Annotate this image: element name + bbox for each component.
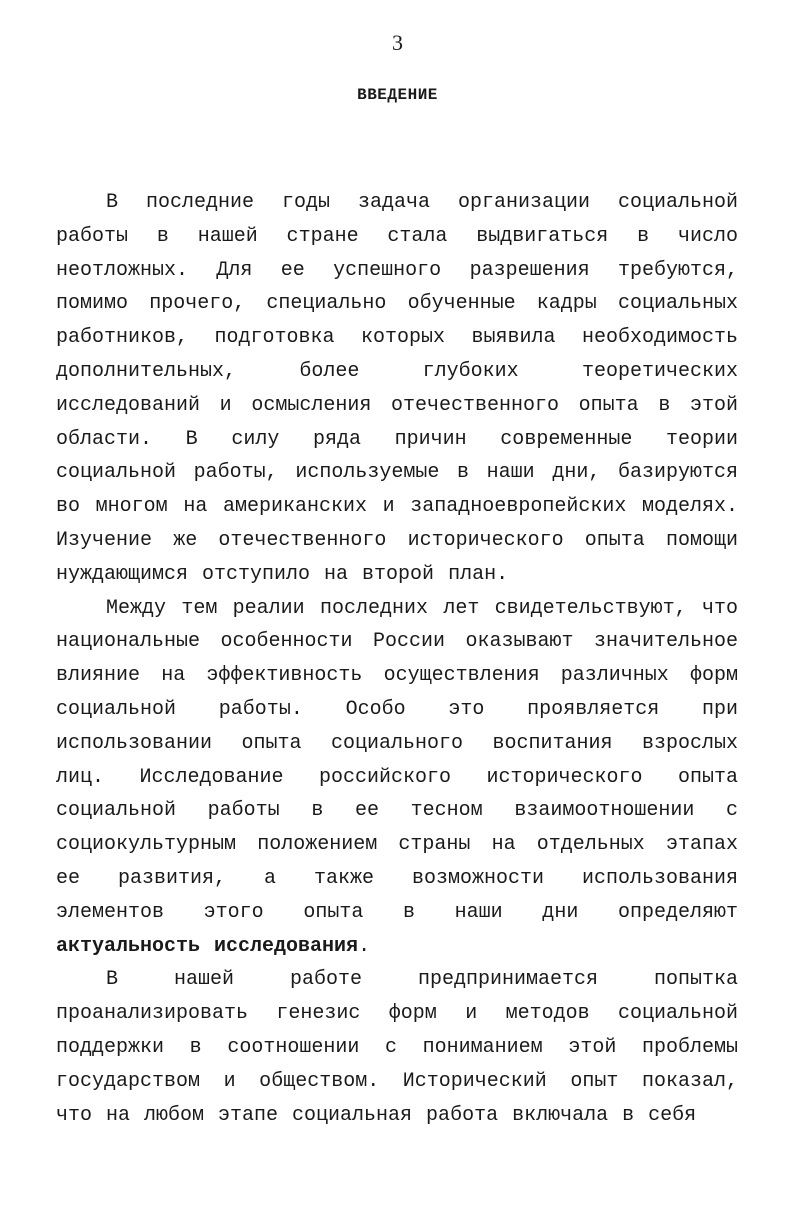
- body-text: [56, 186, 738, 1132]
- paragraph-3: В нашей работе предпринимается попытка проанализировать генезис форм и методов социальной поддержки в соотношении с пониманием этой проблемы государством и обществом. Исторический опыт показал, что на любом этапе социальная работа включала в себя: [56, 968, 738, 1127]
- paragraph-1: В последние годы задача организации социальной работы в нашей стране стала выдвигаться в число неотложных. Для ее успешного разрешения требуются, помимо прочего, специально обученные кадры социальных работников, подготовка которых выявила необходимость дополнительных, более глубоких теоретических исследований и осмысления отечественного опыта в этой области. В силу ряда причин современные теории социальной работы, используемые в наши дни, базируются во многом на американских и западноевропейских моделях. Изучение же отечественного исторического опыта помощи нуждающимся отступило на второй план.: [56, 191, 738, 586]
- paragraph-2-end: .: [358, 934, 371, 958]
- paragraph-2: [56, 592, 738, 964]
- paragraph-2-text: Между тем реалии последних лет свидетельствуют, что национальные особенности России оказывают значительное влияние на эффективность осуществления различных форм социальной работы. Особо это проявляется при использовании опыта социального воспитания взрослых лиц. Исследование российского исторического опыта социальной работы в ее тесном взаимоотношении с социокультурным положением страны на отдельных этапах ее развития, а также возможности использования элементов этого опыта в наши дни определяют: [56, 596, 738, 924]
- paragraph-2-emphasis: актуальность исследования: [56, 934, 359, 958]
- section-heading: ВВЕДЕНИЕ: [357, 86, 438, 104]
- page-number: 3: [392, 30, 403, 55]
